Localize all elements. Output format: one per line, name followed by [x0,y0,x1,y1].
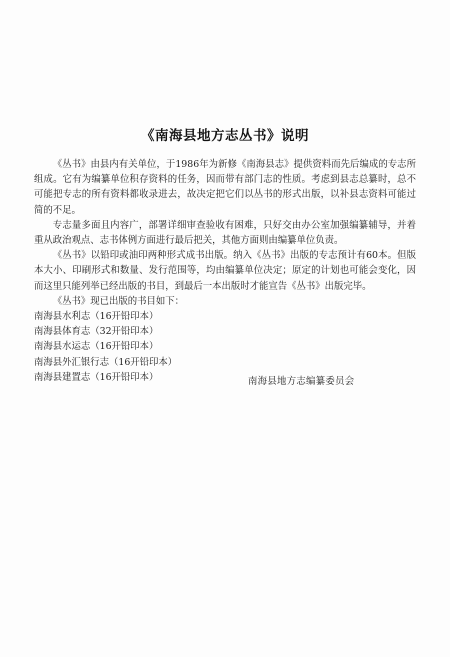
paragraph-2: 专志量多面且内容广，部署详细审查验收有困难，只好交由办公室加强编纂辅导，并着重从政治观点、志书体例方面进行最后把关，其他方面则由编纂单位负责。 [34,219,416,247]
book-list-item: 南海县建置志（16开铅印本） [34,371,159,383]
book-list [34,309,416,385]
paragraph-3: 《丛书》以铅印或油印两种形式成书出版。纳入《丛书》出版的专志预计有60本。但版本大小、印刷形式和数量、发行范围等，均由编纂单位决定；原定的计划也可能会变化，因而这里只能列举已经出版的书目，到最后一本出版时才能宣告《丛书》出版完毕。 [34,250,416,292]
signature: 南海县地方志编纂委员会 [248,376,355,387]
paragraph-1: 《丛书》由县内有关单位，于1986年为新修《南海县志》提供资料而先后编成的专志所组成。它有为编纂单位积存资料的任务，因而带有部门志的性质。考虑到县志总纂时，总不可能把专志的所有资料都收录进去，故决定把它们以丛书的形式出版，以补县志资料可能过简的不足。 [34,159,416,216]
document-body [34,157,416,385]
book-list-item: 南海县水利志（16开铅印本） [34,311,159,323]
book-list-intro: 《丛书》现已出版的书目如下： [52,295,185,307]
document-title: 《南海县地方志丛书》说明 [141,128,309,144]
book-list-item: 南海县体育志（32开铅印本） [34,326,159,338]
book-list-item: 南海县外汇银行志（16开铅印本） [34,356,178,368]
book-list-item: 南海县水运志（16开铅印本） [34,341,159,353]
